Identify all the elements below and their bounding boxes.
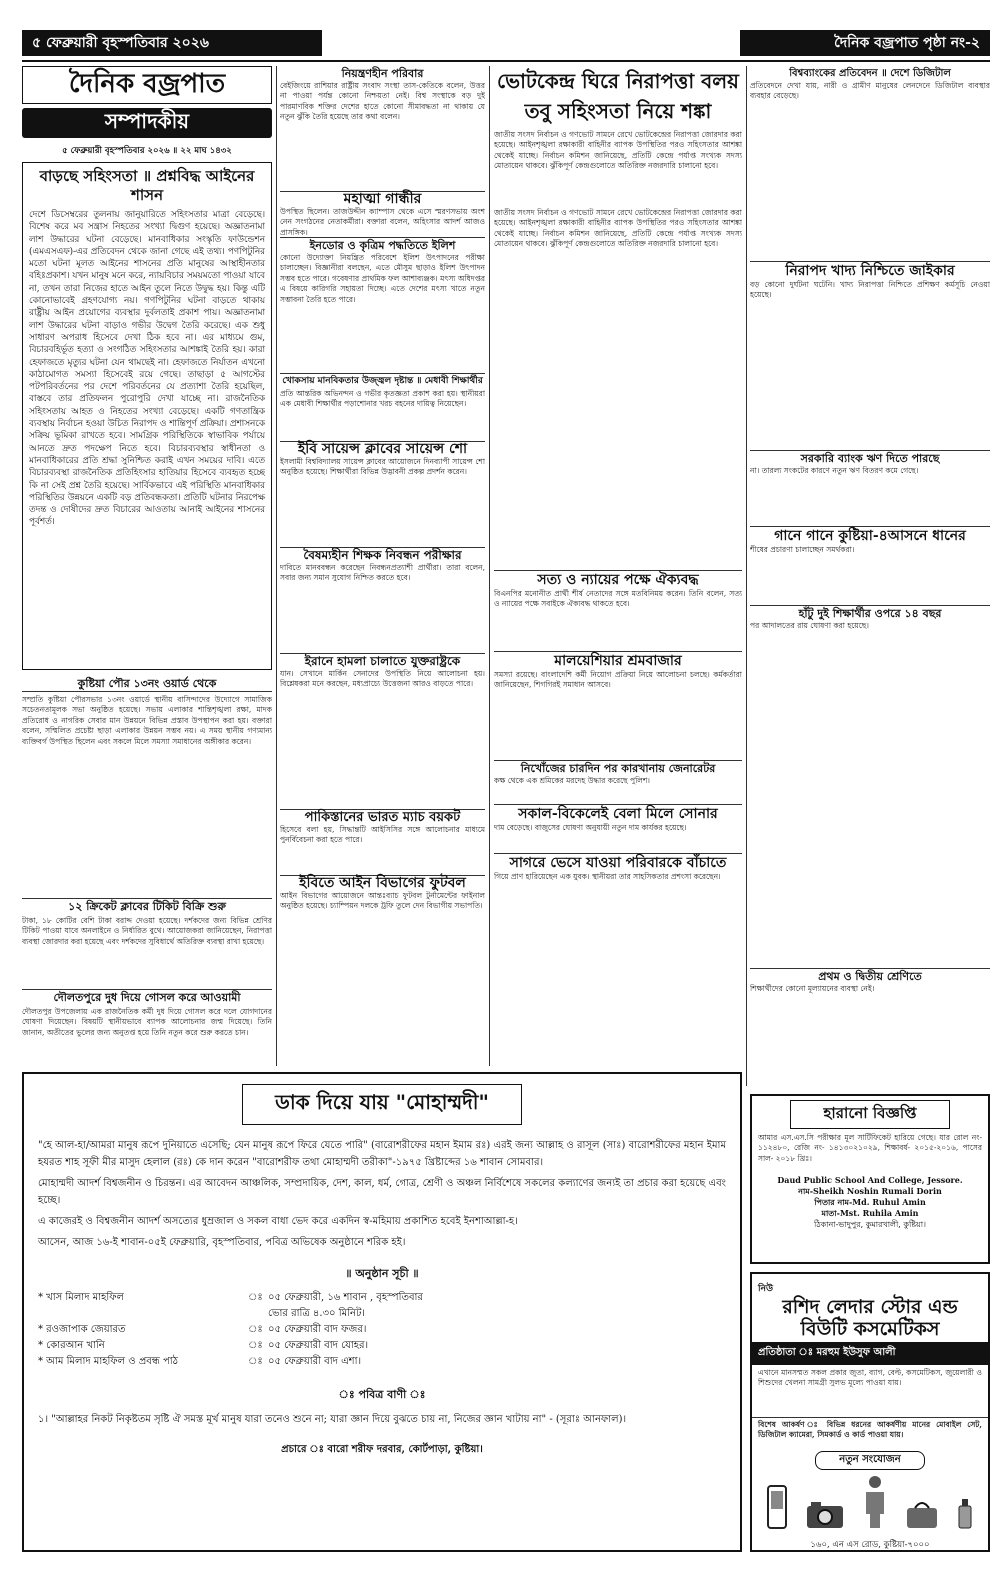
person-icon — [862, 1474, 888, 1530]
story-title: পাকিস্তানের ভারত ম্যাচ বয়কট — [280, 809, 485, 825]
lead-body-extra — [494, 208, 742, 568]
ad-para-2: এ কাজেরই ও বিশ্বজনীন আদর্শ অসত্যের ধুম্রজাল ও সকল বাধা ভেদ করে একদিন স্ব-মহিমায় প্রকাশিত হবেই ইনশাআল্লা-হ। — [38, 1216, 518, 1227]
lead-headline-1: ভোটকেন্দ্র ঘিরে নিরাপত্তা বলয় — [497, 69, 739, 93]
lead-headline-2: তবু সহিংসতা নিয়ে শঙ্কা — [524, 99, 712, 123]
story-title: সকাল-বিকেলেই বেলা মিলে সোনার — [494, 804, 742, 823]
schedule-event: * আম মিলাদ মাহফিল ও প্রবন্ধ পাঠ — [38, 1356, 178, 1367]
story-body: টাকা, ১৮ কোটির বেশি টাকা বরাদ্দ দেওয়া হয়েছে। দর্শকদের জন্য বিভিন্ন শ্রেণির টিকিট পাওয়া যাবে অনলাইনে ও নির্ধারিত বুথে। আয়োজকরা জানিয়েছেন, নিরাপত্তা ব্যবস্থা জোরদার করা হয়েছে এবং দর্শকদের সুবিধার্থে অতিরিক্ত ব্যবস্থা রাখা হয়েছে। — [22, 916, 272, 946]
center-column — [494, 570, 742, 1066]
story-body: পর আদালতের রায় ঘোষণা করা হয়েছে। — [750, 621, 869, 630]
story-body: বড় কোনো দুর্ঘটনা ঘটেনি। খাদ্য নিরাপত্তা নিশ্চিতে প্রশিক্ষণ কর্মসূচি নেওয়া হয়েছে। — [750, 280, 990, 300]
newspaper-page — [22, 22, 990, 1567]
story-title: মহাত্মা গান্ধীর — [280, 191, 485, 207]
header-page-bar: দৈনিক বজ্রপাত পৃষ্ঠা নং-২ — [740, 30, 990, 56]
story-title: নিরাপদ খাদ্য নিশ্চিতে জাইকার — [750, 261, 990, 280]
shop-ad — [750, 1272, 990, 1552]
story-body: যান। সেখানে মার্কিন সেনাদের উপস্থিতি নিয়ে আলোচনা হয়। বিশ্লেষকরা মনে করছেন, মধ্যপ্রাচ্যে উত্তেজনা আরও বাড়তে পারে। — [280, 669, 485, 689]
story-body: গিয়ে প্রাণ হারিয়েছেন এক যুবক। স্থানীয়রা তার সাহসিকতার প্রশংসা করেছেন। — [494, 872, 721, 881]
ad-invite: আসেন, আজ ১৬-ই শাবান-০৫ই ফেব্রুয়ারি, বৃহস্পতিবার, পবিত্র অভিষেক অনুষ্ঠানে শরিক হই। — [38, 1237, 406, 1248]
shop-body: এখানে মানসম্মত সকল প্রকার জুতা, ব্যাগ, বেল্ট, কসমেটিকস, জুয়েলারী ও শিশুদের খেলনা সামগ্রী সুলভ মূল্যে পাওয়া যায়। — [758, 1368, 982, 1388]
story-title: বিশ্বব্যাংকের প্রতিবেদন ॥ দেশে ডিজিটাল — [789, 68, 951, 79]
header-rule — [22, 60, 990, 62]
product-images — [752, 1474, 988, 1534]
editorial-box — [22, 162, 272, 670]
story-title: হাঁটু দুই শিক্ষার্থীর ওপরে ১৪ বছর — [750, 605, 990, 621]
story-body: দাম বেড়েছে। বাজুসের ঘোষণা অনুযায়ী নতুন দাম কার্যকর হয়েছে। — [494, 823, 687, 832]
story-body: বেইজিংয়ে রাশিয়ার রাষ্ট্রীয় সংবাদ সংস্থা তাস-কেতিকে বলেন, উত্তর না পাওয়া পর্যন্ত কোনো নিশ্চয়তা নেই। বিশ্ব সংস্থাকে বড় দুই পারমাণবিক শক্তির দেশের হাতে কোনো সীমাবদ্ধতা না থাকায় যে নতুন ঝুঁকি তৈরি হয়েছে তার কথা বলেন। — [280, 81, 485, 122]
schedule-row — [38, 1306, 726, 1322]
schedule-colon: ঃ — [248, 1292, 263, 1303]
middle-column — [280, 66, 485, 1066]
story-title: সরকারি ব্যাংক ঋণ দিতে পারছে — [750, 450, 990, 466]
story-title: দৌলতপুরে দুধ দিয়ে গোসল করে আওয়ামী — [22, 989, 272, 1005]
editorial-body: দেশে ডিসেম্বরের তুলনায় জানুয়ারিতে সহিংসতার মাত্রা বেড়েছে। বিশেষ করে মব সন্ত্রাস নিহতের সংখ্যা দ্বিগুণ হয়েছে। অজ্ঞাতনামা লাশ উদ্ধারের ঘটনা বেড়েছে। মানবাধিকার সংস্কৃতি ফাউন্ডেশন (এমএসএফ)-এর প্রতিবেদন থেকে জানা গেছে এই তথ্য। পণপিটুনির মতো ঘটনা মূলত আইনের শাসনের প্রতি মানুষের আস্থাহীনতার বহিঃপ্রকাশ। যখন মানুষ মনে করে, ন্যায়বিচার সময়মতো পাওয়া যাবে না, তখন তারা নিজের হাতে আইন তুলে নিতে উদ্বুদ্ধ হয়। কিন্তু এটি কোনোভাবেই গ্রহণযোগ্য নয়। গণপিটুনির ঘটনা বাড়তে থাকায় রাষ্ট্রীয় আইন প্রয়োগের ব্যবস্থার দুর্বলতাই প্রকাশ পায়। অজ্ঞাতনামা লাশ উদ্ধারের ঘটনা বাড়াও গভীর উদ্বেগ তৈরি করেছে। এক শুধু সাধারণ অপরাধ হিসেবে দেখা ঠিক হবে না। এর মাধ্যমে গুম, বিচারবহির্ভূত হত্যা ও সংগঠিত সহিংসতার আশঙ্কাই তৈরি হয়। কারা হেফাজতে মৃত্যুর ঘটনা যেন থামছেই না। হেফাজতে নির্যাতন এখনো কাঠামোগত সমস্যা হিসেবেই রয়ে গেছে। তাছাড়া ৫ আগস্টের পটপরিবর্তনের পর দেশে পরিবর্তনের যে প্রত্যাশা তৈরি হয়েছিল, বাস্তবে তার প্রতিফলন পুরোপুরি দেখা যাচ্ছে না। রাজনৈতিক সহিংসতায় আহত ও নিহতের সংখ্যা বেড়েছে। একটি গণতান্ত্রিক ব্যবস্থায় নির্বাচন হওয়া উচিত নিরাপদ ও শান্তিপূর্ণ প্রক্রিয়া। প্রশাসনকে সক্রিয় ভূমিকা রাখতে হবে। সামগ্রিক পরিস্থিতিকে স্বাভাবিক পর্যায়ে আনতে দ্রুত পদক্ষেপ নিতে হবে। বিচারব্যবস্থার স্বাধীনতা ও মানবাধিকারের প্রতি শ্রদ্ধা সুনিশ্চিত করাই এখন সময়ের দাবি। এতে বিচারব্যবস্থা রাজনৈতিক প্রতিহিংসার হাতিয়ার হিসেবে ব্যবহৃত হচ্ছে কি না সেই প্রশ্ন তৈরি হয়েছে। সার্বিকভাবে এই পরিস্থিতি মানবাধিকার পরিস্থিতির উন্নয়নে একটি বড় প্রতিবন্ধকতা। প্রতিটি ঘটনার নিরপেক্ষ তদন্ত ও দোষীদের দ্রুত বিচারের আওতায় আনাই আইনের শাসনের পূর্বশর্ত। — [29, 210, 265, 528]
story-body: উপস্থিত ছিলেন। তাজউদ্দীন ক্যাম্পাস থেকে এসে স্মরণসভায় অংশ নেন সংগঠনের নেতাকর্মীরা। বক্তারা বলেন, অহিংসার আদর্শ আজও প্রাসঙ্গিক। — [280, 207, 485, 237]
lost-notice — [750, 1094, 990, 1264]
story-title: প্রথম ও দ্বিতীয় শ্রেণিতে — [750, 968, 990, 984]
masthead-title: দৈনিক বজ্রপাত — [22, 66, 272, 104]
schedule-row — [38, 1322, 726, 1338]
shop-header — [752, 1274, 988, 1342]
ad-footer: প্রচারে ঃ বারো শরীফ দরবার, কোর্টপাড়া, কুষ্টিয়া। — [281, 1444, 483, 1455]
schedule-time: ০৫ ফেব্রুয়ারী, ১৬ শাবান , বৃহস্পতিবার — [268, 1292, 423, 1303]
story-title: গানে গানে কুষ্টিয়া-৪আসনে ধানের — [750, 526, 990, 545]
story-title: ইবি সায়েন্স ক্লাবের সায়েন্স শো — [280, 441, 485, 457]
story-body: প্রতি আন্তরিক অভিনন্দন ও গভীর কৃতজ্ঞতা প্রকাশ করা হয়। স্থানীয়রা এক মেধাবী শিক্ষার্থীর পড়াশোনার খরচ বহনের দায়িত্ব নিয়েছেন। — [280, 389, 485, 409]
story-body: দৌলতপুর উপজেলায় এক রাজনৈতিক কর্মী দুধ দিয়ে গোসল করে দলে যোগদানের ঘোষণা দিয়েছেন। বিষয়টি স্থানীয়ভাবে ব্যাপক আলোচনার জন্ম দিয়েছে। তিনি জানান, অতীতের ভুলের জন্য অনুতপ্ত হয়ে তিনি নতুন করে শুরু করতে চান। — [22, 1007, 272, 1037]
schedule-row — [38, 1338, 726, 1354]
schedule-colon: ঃ — [248, 1340, 263, 1351]
schedule-row — [38, 1354, 726, 1370]
story-body: শীষের প্রচারণা চালাচ্ছেন সমর্থকরা। — [750, 545, 855, 554]
story-body: বিএনপির মনোনীত প্রার্থী শীর্ষ নেতাদের সঙ্গে মতবিনিময় করেন। তিনি বলেন, সত্য ও ন্যায়ের পক্ষে সবাইকে ঐক্যবদ্ধ থাকতে হবে। — [494, 589, 742, 609]
story-body: কক্ষ থেকে এক শ্রমিকের মরদেহ উদ্ধার করেছে পুলিশ। — [494, 776, 650, 785]
lost-mother: মাতা-Mst. Ruhila Amin — [821, 1208, 919, 1218]
quote-title: ঃ পবিত্র বাণী ঃ — [338, 1388, 426, 1401]
schedule-time: ০৫ ফেব্রুয়ারী বাদ ফজর। — [268, 1324, 367, 1335]
story-title: খোকসায় মানবিকতার উজ্জ্বল দৃষ্টান্ত ॥ মেধাবী শিক্ষার্থীর — [280, 373, 485, 389]
column-rule — [489, 66, 490, 1066]
quote-text: ১। "আল্লাহর নিকট নিকৃষ্টতম সৃষ্টি ঐ সমস্ত মূর্খ মানুষ যারা তনেও শুনে না; যারা জ্ঞান দিয়ে বুঝতে চায় না, নিজের জ্ঞান খাটায় না" - (সূরাঃ আনফাল)। — [38, 1414, 627, 1425]
editorial-headline: বাড়ছে সহিংসতা ॥ প্রশ্নবিদ্ধ আইনের শাসন — [39, 167, 255, 204]
schedule-title: ॥ অনুষ্ঠান সূচী ॥ — [345, 1267, 419, 1280]
lead-body: জাতীয় সংসদ নির্বাচন ও গণভোট সামনে রেখে ভোটকেন্দ্রের নিরাপত্তা জোরদার করা হয়েছে। আইনশৃঙ্খলা রক্ষাকারী বাহিনীর ব্যাপক উপস্থিতির পরও সহিংসতার আশঙ্কা থেকেই যাচ্ছে। নির্বাচন কমিশন জানিয়েছে, প্রতিটি কেন্দ্রে পর্যাপ্ত সংখ্যক সদস্য মোতায়েন থাকবে। ঝুঁকিপূর্ণ কেন্দ্রগুলোতে অতিরিক্ত নজরদারি চালানো হবে। — [494, 130, 742, 171]
masthead-date: ৫ ফেব্রুয়ারী বৃহস্পতিবার ২০২৬ ॥ ২২ মাঘ ১৪৩২ — [62, 146, 232, 156]
story-body: ইসলামী বিশ্ববিদ্যালয় সায়েন্স ক্লাবের আয়োজনে দিনব্যাপী সায়েন্স শো অনুষ্ঠিত হয়েছে। শিক্ষার্থীরা বিভিন্ন উদ্ভাবনী প্রকল্প প্রদর্শন করেন। — [280, 457, 485, 477]
camera-icon — [805, 1500, 845, 1530]
schedule-row — [38, 1290, 726, 1306]
story-body: না। তারল্য সংকটের কারণে নতুন ঋণ বিতরণ কমে গেছে। — [750, 466, 919, 475]
story-body: সম্প্রতি কুষ্টিয়া পৌরসভার ১৩নং ওয়ার্ডে স্থানীয় বাসিন্দাদের উদ্যোগে সামাজিক সচেতনতামূলক সভা অনুষ্ঠিত হয়েছে। সভায় এলাকার শান্তিশৃঙ্খলা রক্ষা, মাদক প্রতিরোধ ও নাগরিক সেবার মান উন্নয়নে বিভিন্ন প্রস্তাব উপস্থাপন করা হয়। বক্তারা বলেন, সম্মিলিত প্রচেষ্টা ছাড়া এলাকার উন্নয়ন সম্ভব নয়। এ সময় স্থানীয় গণ্যমান্য ব্যক্তিবর্গ উপস্থিত ছিলেন এবং সকলে মিলে সমস্যা সমাধানের অঙ্গীকার করেন। — [22, 695, 272, 746]
mohammadi-ad — [22, 1072, 742, 1552]
lead-story — [494, 66, 742, 206]
perfume-icon — [956, 1496, 974, 1530]
lost-school: Daud Public School And College, Jessore. — [777, 1175, 963, 1185]
lost-title: হারানো বিজ্ঞপ্তি — [790, 1100, 950, 1129]
ad-intro: "হে আল-হা/আমরা মানুষ রূপে দুনিয়াতে এসেছি; যেন মানুষ রূপে ফিরে যেতে পারি" (বারোশরীফের মহান ইমাম রঃ) এরই জন্য আল্লাহ ও রাসূল (সাঃ) বারোশরীফের মহান ইমাম হযরত শাহ সূফী মীর মাসুদ হেলাল (রঃ) কে দান করেন "বারোশরীফ তথা মোহাম্মদী তরীকা"-১৯৭৫ খ্রিষ্টাব্দের ১৬ শাবান সোমবার। — [38, 1140, 726, 1168]
story-body: দাবিতে মানববন্ধন করেছেন নিবন্ধনপ্রত্যাশী প্রার্থীরা। তারা বলেন, সবার জন্য সমান সুযোগ নিশ্চিত করতে হবে। — [280, 563, 485, 583]
schedule-list — [38, 1290, 726, 1370]
header-date-bar: ৫ ফেব্রুয়ারী বৃহস্পতিবার ২০২৬ — [22, 30, 322, 56]
story-title: ইনডোর ও কৃত্রিম পদ্ধতিতে ইলিশ — [280, 237, 485, 253]
schedule-event: * খাস মিলাদ মাহফিল — [38, 1292, 124, 1303]
right-column-lower — [750, 968, 990, 1088]
story-title: বৈষম্যহীন শিক্ষক নিবন্ধন পরীক্ষার — [280, 547, 485, 563]
schedule-event — [38, 1306, 248, 1322]
story-body: শিক্ষার্থীদের কোনো মূল্যায়নের ব্যবস্থা নেই। — [750, 984, 875, 993]
story-body: সমস্যা রয়েছে। বাংলাদেশি কর্মী নিয়োগ প্রক্রিয়া নিয়ে আলোচনা চলছে। কর্মকর্তারা জানিয়েছেন, শিগগিরই সমাধান আসবে। — [494, 670, 742, 690]
right-column — [750, 66, 990, 766]
phone-icon — [766, 1484, 788, 1530]
story-body: প্রতিবেদনে দেখা যায়, নারী ও গ্রামীণ মানুষের লেনদেনে ডিজিটাল ব্যবস্থার ব্যবহার বেড়েছে। — [750, 81, 990, 101]
schedule-event: * কোরআন খানি — [38, 1340, 105, 1351]
story-body: কোনো উদ্যোক্তা নিয়ন্ত্রিত পরিবেশে ইলিশ উৎপাদনের পরীক্ষা চালাচ্ছেন। বিজ্ঞানীরা বলছেন, এতে মৌসুম ছাড়াও ইলিশ উৎপাদন সম্ভব হতে পারে। গবেষণার প্রাথমিক ফল আশাব্যঞ্জক। মৎস্য অধিদপ্তর এ বিষয়ে কারিগরি সহায়তা দিচ্ছে। এতে দেশের মৎস্য খাতে নতুন সম্ভাবনা তৈরি হতে পারে। — [280, 253, 485, 304]
left-column — [22, 676, 272, 1066]
story-title: ইবিতে আইন বিভাগের ফুটবল — [280, 875, 485, 891]
bag-icon — [905, 1500, 939, 1530]
ad-para: মোহাম্মদী আদর্শ বিশ্বজনীন ও চিরন্তন। এর আবেদন আঞ্চলিক, সম্প্রদায়িক, দেশ, কাল, ধর্ম, গোত্র, শ্রেণী ও অঞ্চল নির্বিশেষে সকলের কল্যাণের জন্যই তা প্রচার করা হয়েছে এবং হচ্ছে। — [38, 1178, 726, 1206]
lost-body: আমার এস.এস.সি পরীক্ষার মূল সার্টিফিকেট হারিয়ে গেছে। যার রোল নং- ১১২৪৮০, রেজি নং- ১৪১৩০২১০২৯, শিক্ষাবর্ষ- ২০১৫-২০১৬, পাসের সাল- ২০১৮ খ্রিঃ। — [758, 1133, 982, 1163]
story-body: আইন বিভাগের আয়োজনে আন্তঃব্যাচ ফুটবল টুর্নামেন্টের ফাইনাল অনুষ্ঠিত হয়েছে। চ্যাম্পিয়ন দলকে ট্রফি তুলে দেন বিভাগীয় সভাপতি। — [280, 891, 485, 911]
story-title: কুষ্টিয়া পৌর ১৩নং ওয়ার্ড থেকে — [22, 676, 272, 692]
story-title: সত্য ও ন্যায়ের পক্ষে ঐক্যবদ্ধ — [494, 570, 742, 589]
story-title: মালয়েশিয়ার শ্রমবাজার — [494, 651, 742, 670]
schedule-time: ভোর রাত্রি ৪.৩০ মিনিট। — [268, 1308, 365, 1319]
shop-address: ১৬০, এন এস রোড, কুষ্টিয়া-৭০০০ — [810, 1540, 930, 1550]
story-title: নিয়ন্ত্রণহীন পরিবার — [341, 67, 424, 80]
shop-name: রশিদ লেদার স্টোর এন্ড বিউটি কসমেটিকস — [782, 1296, 958, 1340]
ad-title: ডাক দিয়ে যায় "মোহাম্মদী" — [242, 1084, 522, 1125]
story-title: ১২ ক্রিকেট ক্লাবের টিকিট বিক্রি শুরু — [22, 898, 272, 914]
column-rule — [276, 66, 277, 1066]
schedule-colon: ঃ — [248, 1356, 263, 1367]
shop-tag: নিউ — [758, 1284, 773, 1294]
story-title: ইরানে হামলা চালাতে যুক্তরাষ্ট্রকে — [280, 653, 485, 669]
shop-founder: প্রতিষ্ঠাতা ঃ মরহুম ইউসুফ আলী — [752, 1342, 988, 1365]
shop-new-addition: নতুন সংযোজন — [815, 1451, 925, 1470]
lost-name: নাম-Sheikh Noshin Rumali Dorin — [798, 1186, 942, 1196]
masthead-section: সম্পাদকীয় — [22, 108, 272, 138]
lead-body-continued: জাতীয় সংসদ নির্বাচন ও গণভোট সামনে রেখে ভোটকেন্দ্রের নিরাপত্তা জোরদার করা হয়েছে। আইনশৃঙ্খলা রক্ষাকারী বাহিনীর ব্যাপক উপস্থিতির পরও সহিংসতার আশঙ্কা থেকেই যাচ্ছে। নির্বাচন কমিশন জানিয়েছে, প্রতিটি কেন্দ্রে পর্যাপ্ত সংখ্যক সদস্য মোতায়েন থাকবে। ঝুঁকিপূর্ণ কেন্দ্রগুলোতে অতিরিক্ত নজরদারি চালানো হবে। — [494, 208, 742, 249]
schedule-colon: ঃ — [248, 1324, 263, 1335]
story-body: হিসেবে বলা হয়, সিদ্ধান্তটি আইসিসির সঙ্গে আলোচনার মাধ্যমে পুনর্বিবেচনা করা হতে পারে। — [280, 825, 485, 845]
shop-special: বিশেষ আকর্ষণ ঃ বিভিন্ন ধরনের আকর্ষণীয় মানের মোবাইল সেট, ডিজিটাল ক্যামেরা, সিমকার্ড ও কার্ড পাওয়া যায়। — [752, 1417, 988, 1447]
story-title: নিখোঁজের চারদিন পর কারখানায় জেনারেটর — [494, 760, 742, 776]
column-rule — [746, 66, 747, 1086]
lost-father: পিতার নাম-Md. Ruhul Amin — [814, 1197, 926, 1207]
story-title: সাগরে ভেসে যাওয়া পরিবারকে বাঁচাতে — [494, 853, 742, 872]
schedule-time: ০৫ ফেব্রুয়ারী বাদ যোহর। — [268, 1340, 369, 1351]
schedule-event: * রওজাপাক জেয়ারত — [38, 1324, 126, 1335]
schedule-time: ০৫ ফেব্রুয়ারী বাদ এশা। — [268, 1356, 362, 1367]
lost-address: ঠিকানা-ভাদুপুর, কুমারখালী, কুষ্টিয়া। — [814, 1220, 926, 1229]
